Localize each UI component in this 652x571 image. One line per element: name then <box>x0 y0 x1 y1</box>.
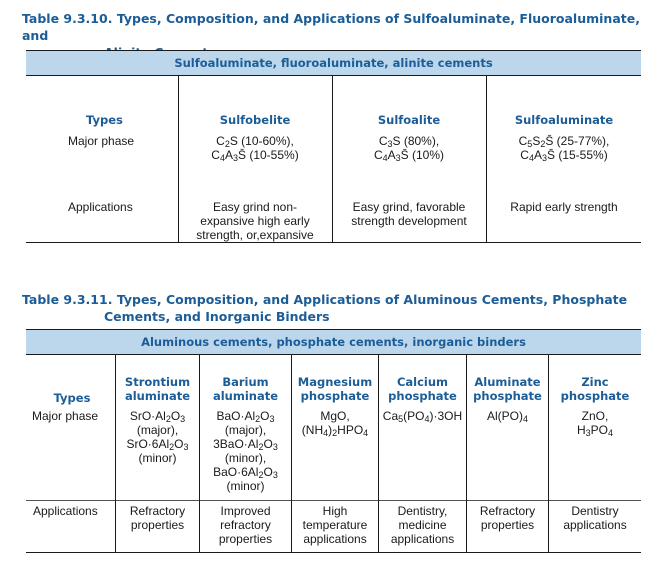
table1-applications-label: Applications <box>68 200 133 214</box>
table2-barium-major: $BaO\cdot Al_2O_3$ (major), $3BaO\cdot Al_2O_3$ (minor), $BaO\cdot 6Al_2O_3$ (minor) <box>213 409 278 493</box>
table2-caption-line1: Types, Composition, and Applications of Aluminous Cements, Phosphate <box>116 292 628 307</box>
col-name-line: Strontium <box>124 375 191 389</box>
app-line: Rapid early strength <box>510 200 618 214</box>
table2-strontium-app <box>116 504 199 532</box>
col-name-line: Zinc <box>581 375 609 389</box>
table1-sulfoaluminate-major: $C_5S_2S̄$ (25-77%), $C_4A_3S̄$ (15-55%) <box>518 134 610 163</box>
app-line: properties <box>480 518 535 532</box>
table2-caption <box>22 291 627 325</box>
app-line: Easy grind non- <box>212 200 298 214</box>
table2-major-phase-label: Major phase <box>32 409 99 423</box>
table2-magnesium-major: MgO, $(NH_4)_2HPO_4$ <box>301 409 369 438</box>
col-name-line: aluminate <box>124 389 191 403</box>
table1-sulfobelite-app <box>180 200 330 242</box>
app-line: properties <box>218 532 273 546</box>
table2-col-strontium-aluminate <box>116 375 199 403</box>
col-name-line: Barium <box>222 375 269 389</box>
table2-col-aluminate-phosphate <box>467 375 548 403</box>
table1-col-divider <box>178 75 179 242</box>
table2-barium-app <box>200 504 291 546</box>
col-name-line: aluminate <box>212 389 279 403</box>
table2-span-header <box>26 329 641 355</box>
table2-magnesium-app <box>292 504 378 546</box>
app-line: applications <box>563 518 627 532</box>
app-line: strength development <box>351 214 467 228</box>
app-line: Refractory <box>129 504 186 518</box>
app-line: applications <box>303 532 367 546</box>
table2-col-calcium-phosphate <box>379 375 466 403</box>
table2-aluminate-major: $Al(PO)_4$ <box>486 409 528 424</box>
table2-zinc-major: ZnO, $H_3PO_4$ <box>576 409 614 438</box>
col-name-line: phosphate <box>300 389 370 403</box>
app-line: High <box>322 504 348 518</box>
table1-bottom-rule <box>26 242 641 243</box>
col-name-line: phosphate <box>560 389 630 403</box>
table1-col-divider <box>332 75 333 242</box>
table2-caption-number: Table 9.3.11. <box>22 292 113 307</box>
app-line: properties <box>130 518 185 532</box>
table2-calcium-app <box>379 504 466 546</box>
table1-col-sulfoalite: Sulfoalite <box>377 113 441 127</box>
col-name-line: Magnesium <box>297 375 373 389</box>
app-line: medicine <box>398 518 447 532</box>
table2-applications-label: Applications <box>33 504 98 518</box>
table1-col-sulfoaluminate: Sulfoaluminate <box>514 113 614 127</box>
col-name-line: Calcium <box>396 375 449 389</box>
app-line: applications <box>390 532 455 546</box>
table1-span-header <box>26 50 641 76</box>
table1-sulfobelite-major: $C_2S$ (10-60%), $C_4A_3S̄$ (10-55%) <box>211 134 299 163</box>
table2-col-zinc-phosphate <box>549 375 641 403</box>
col-name-line: Aluminate <box>474 375 541 389</box>
table2-caption-line2: Cements, and Inorganic Binders <box>104 309 330 324</box>
table1-sulfoalite-major: $C_3S$ (80%), $C_4A_3S̄$ (10%) <box>373 134 445 163</box>
table1-caption-number: Table 9.3.10. <box>22 11 113 26</box>
col-name-line: phosphate <box>388 389 457 403</box>
app-line: Refractory <box>479 504 536 518</box>
col-name-line: phosphate <box>473 389 542 403</box>
table1-span-header-text: Sulfoaluminate, fluoroaluminate, alinite cements <box>174 56 493 70</box>
table2-zinc-app <box>549 504 641 532</box>
table1-major-phase-label: Major phase <box>68 134 135 148</box>
app-line: temperature <box>302 518 368 532</box>
table1-types-header: Types <box>86 113 123 127</box>
table1-sulfoaluminate-app <box>488 200 640 214</box>
table2-aluminate-app <box>467 504 548 532</box>
app-line: expansive high early <box>200 214 310 228</box>
app-line: Improved <box>220 504 271 518</box>
table2-col-barium-aluminate <box>200 375 291 403</box>
table2-span-header-text: Aluminous cements, phosphate cements, inorganic binders <box>141 335 526 349</box>
table2-types-header: Types <box>53 391 91 405</box>
table2-bottom-rule <box>26 552 641 553</box>
table1-sulfoalite-app <box>334 200 484 228</box>
app-line: Easy grind, favorable <box>352 200 466 214</box>
table2-col-magnesium-phosphate <box>292 375 378 403</box>
table1-caption-line1: Types, Composition, and Applications of Sulfoaluminate, Fluoroaluminate, and <box>22 11 640 43</box>
app-line: strength, or,expansive <box>196 228 314 242</box>
app-line: refractory <box>220 518 271 532</box>
table2-strontium-major: $SrO\cdot Al_2O_3$ (major), $SrO\cdot 6Al_2O_3$ (minor) <box>126 409 189 465</box>
table1-col-sulfobelite: Sulfobelite <box>219 113 291 127</box>
table2-calcium-major: $Ca_5(PO_4)\cdot 3OH$ <box>382 409 463 424</box>
table1-col-divider <box>486 75 487 242</box>
app-line: Dentistry <box>571 504 619 518</box>
app-line: Dentistry, <box>397 504 448 518</box>
